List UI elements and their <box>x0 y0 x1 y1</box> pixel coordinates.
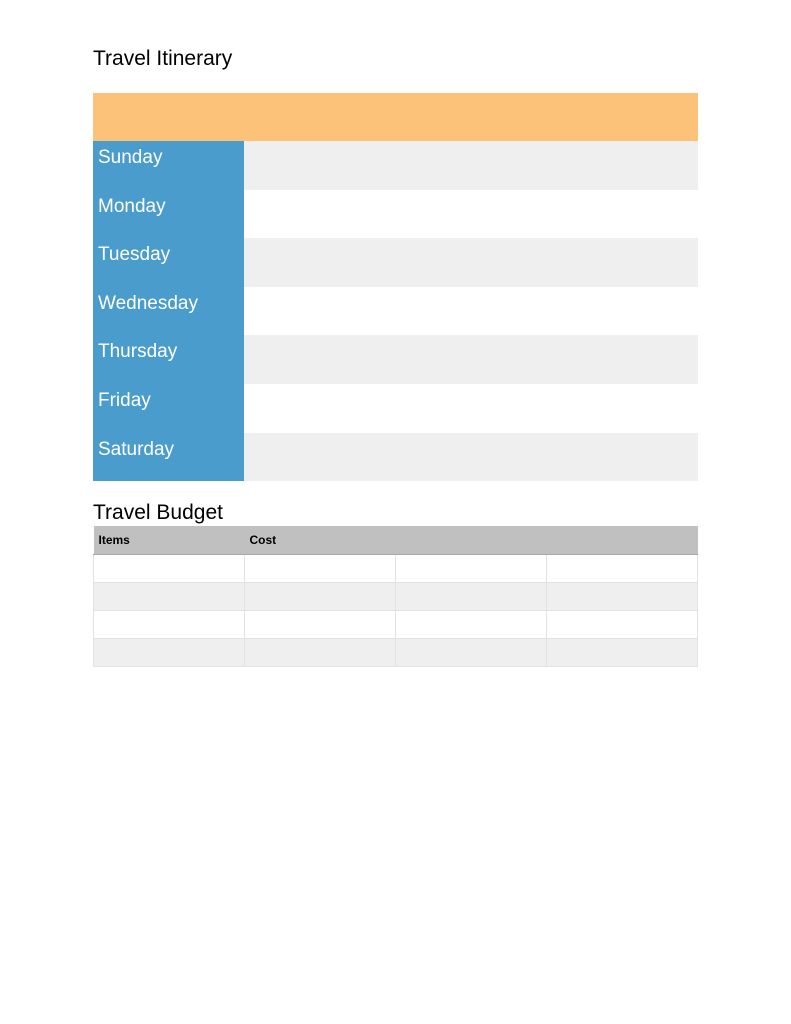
itinerary-row-tuesday <box>93 238 698 287</box>
budget-cell[interactable] <box>245 611 396 639</box>
budget-row <box>94 583 698 611</box>
day-plan-cell[interactable] <box>244 433 698 482</box>
budget-column-header: Cost <box>245 526 396 555</box>
budget-row <box>94 611 698 639</box>
budget-header-row <box>94 526 698 555</box>
budget-row <box>94 555 698 583</box>
day-label: Friday <box>93 384 244 433</box>
budget-column-header <box>396 526 547 555</box>
itinerary-row-sunday <box>93 141 698 190</box>
day-label: Monday <box>93 190 244 239</box>
itinerary-row-thursday <box>93 335 698 384</box>
itinerary-header-bar <box>93 93 698 141</box>
budget-row <box>94 639 698 667</box>
day-label: Thursday <box>93 335 244 384</box>
day-plan-cell[interactable] <box>244 141 698 190</box>
itinerary-title: Travel Itinerary <box>93 47 233 70</box>
budget-cell[interactable] <box>94 611 245 639</box>
budget-cell[interactable] <box>547 583 698 611</box>
day-label: Tuesday <box>93 238 244 287</box>
budget-cell[interactable] <box>547 555 698 583</box>
day-plan-cell[interactable] <box>244 238 698 287</box>
day-label: Wednesday <box>93 287 244 336</box>
day-plan-cell[interactable] <box>244 335 698 384</box>
itinerary-row-wednesday <box>93 287 698 336</box>
budget-cell[interactable] <box>94 555 245 583</box>
itinerary-row-monday <box>93 190 698 239</box>
budget-column-header: Items <box>94 526 245 555</box>
budget-column-header <box>547 526 698 555</box>
budget-cell[interactable] <box>245 555 396 583</box>
budget-title: Travel Budget <box>93 501 223 524</box>
budget-cell[interactable] <box>396 639 547 667</box>
day-plan-cell[interactable] <box>244 287 698 336</box>
budget-cell[interactable] <box>245 583 396 611</box>
budget-cell[interactable] <box>245 639 396 667</box>
itinerary-table <box>93 93 698 481</box>
day-plan-cell[interactable] <box>244 384 698 433</box>
budget-cell[interactable] <box>94 583 245 611</box>
day-label: Saturday <box>93 433 244 482</box>
budget-cell[interactable] <box>396 583 547 611</box>
day-label: Sunday <box>93 141 244 190</box>
budget-cell[interactable] <box>547 611 698 639</box>
itinerary-row-saturday <box>93 433 698 482</box>
itinerary-row-friday <box>93 384 698 433</box>
day-plan-cell[interactable] <box>244 190 698 239</box>
budget-cell[interactable] <box>94 639 245 667</box>
budget-cell[interactable] <box>547 639 698 667</box>
budget-table <box>93 526 698 667</box>
budget-cell[interactable] <box>396 555 547 583</box>
budget-cell[interactable] <box>396 611 547 639</box>
